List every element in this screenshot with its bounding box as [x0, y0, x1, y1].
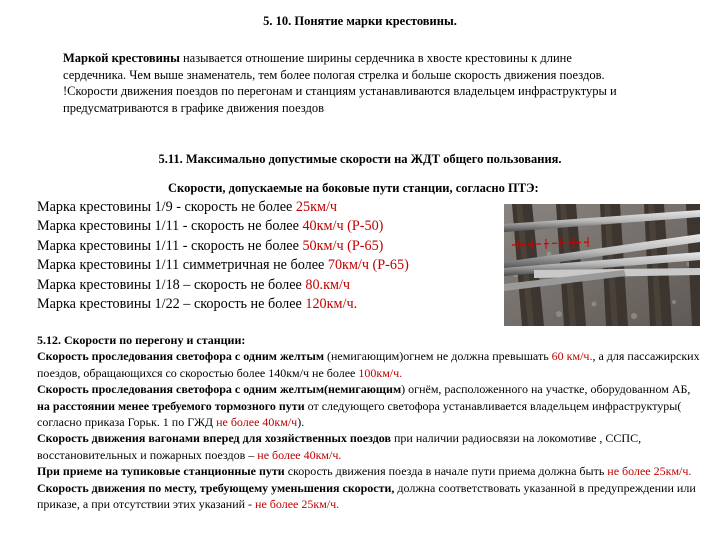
section-5-11-title: 5.11. Максимально допустимые скорости на ЖДТ общего пользования. — [158, 152, 562, 166]
section-5-12 — [37, 332, 705, 512]
rule-yellow-signal — [37, 348, 705, 381]
frog-row-text: Марка крестовины 1/18 – скорость не более — [37, 276, 306, 293]
rule-text: при наличии радиосвязи на локомотиве , ССПС, восстановительных и пожарных поездов – — [37, 431, 642, 462]
rule-term: на расстоянии менее требуемого тормозного пути — [37, 398, 305, 413]
frog-row-speed: 80.км/ч — [305, 276, 351, 293]
rule-speed: не более 25км/ч. — [607, 464, 692, 479]
frog-row-text: Марка крестовины 1/9 - скорость не более — [37, 199, 296, 215]
frog-row-speed: 120км/ч. — [305, 296, 358, 313]
frog-row-text: Марка крестовины 1/11 - скорость не более — [37, 218, 303, 235]
rail-frog-photo — [504, 204, 700, 326]
rule-speed: 100км/ч. — [358, 365, 403, 380]
section-5-10-body — [63, 50, 623, 116]
frog-mark-definition — [63, 50, 623, 83]
speed-note: !Скорости движения поездов по перегонам и станциям устанавливаются владельцем инфраструктуры и предусматриваются в графике движения поездов — [63, 84, 617, 115]
rule-text: от следующего светофора устанавливается владельцем инфраструктуры( согласно приказа Горьк. 1 по ГЖД — [37, 398, 682, 430]
rule-text: (немигающим)огнем не должна превышать — [324, 349, 552, 364]
rule-speed: не более 40км/ч. — [257, 447, 342, 462]
rule-speed: не более 25км/ч. — [255, 497, 340, 512]
frog-speed-list — [37, 198, 507, 314]
rule-term: При приеме на тупиковые станционные пути — [37, 464, 285, 479]
frog-row-text: Марка крестовины 1/11 симметричная не более — [37, 257, 328, 274]
frog-row-text: Марка крестовины 1/11 - скорость не более — [37, 237, 303, 254]
frog-row-speed: 70км/ч (Р-65) — [327, 257, 409, 274]
rule-text: , а для пассажирских поездов, обращающихся со скоростью более 140км/ч не более — [37, 349, 700, 380]
definition-text: называется отношение ширины сердечника в хвосте крестовины к длине сердечника. Чем выше знаменатель, тем более пологая стрелка и больше скорость движения поездов. — [63, 51, 605, 82]
frog-row-speed: 40км/ч (Р-50) — [302, 218, 384, 235]
rule-speed: не более 40км/ч — [216, 415, 298, 430]
frog-row-text: Марка крестовины 1/22 – скорость не более — [37, 296, 306, 313]
rule-term: Скорость проследования светофора с одним желтым(немигающим — [37, 382, 402, 397]
frog-row-speed: 50км/ч (Р-65) — [302, 237, 384, 254]
frog-speed-row — [37, 237, 507, 256]
rule-term: Скорость движения вагонами вперед для хозяйственных поездов — [37, 431, 391, 446]
rule-term: Скорость проследования светофора с одним желтым — [37, 349, 324, 364]
rule-speed-reduction — [37, 480, 705, 513]
rule-text: ) огнём, расположенного на участке, оборудованном АБ, — [401, 382, 691, 397]
frog-speed-row — [37, 256, 507, 275]
rule-text: ). — [297, 415, 305, 430]
rule-yellow-signal-ab — [37, 381, 705, 430]
rule-text: скорость движения поезда в начале пути приема должна быть — [284, 464, 608, 479]
rule-term: Скорость движения по месту, требующему уменьшения скорости, — [37, 480, 395, 495]
frog-speed-row — [37, 198, 507, 217]
rule-wagons-forward — [37, 430, 705, 463]
section-5-10-title: 5. 10. Понятие марки крестовины. — [263, 14, 457, 28]
rule-dead-end-tracks — [37, 463, 705, 479]
rule-text: должна соответствовать указанной в предупреждении или приказе, а при отсутствии этих указаний - — [37, 480, 696, 512]
section-5-12-title: 5.12. Скорости по перегону и станции: — [37, 333, 246, 347]
frog-speed-row — [37, 217, 507, 236]
rule-speed: 60 км/ч. — [551, 349, 593, 364]
definition-term: Маркой крестовины — [63, 51, 180, 65]
frog-speed-row — [37, 295, 507, 314]
frog-row-speed: 25км/ч — [295, 199, 338, 215]
frog-speed-row — [37, 276, 507, 295]
side-track-speeds-heading: Скорости, допускаемые на боковые пути станции, согласно ПТЭ: — [168, 181, 539, 195]
